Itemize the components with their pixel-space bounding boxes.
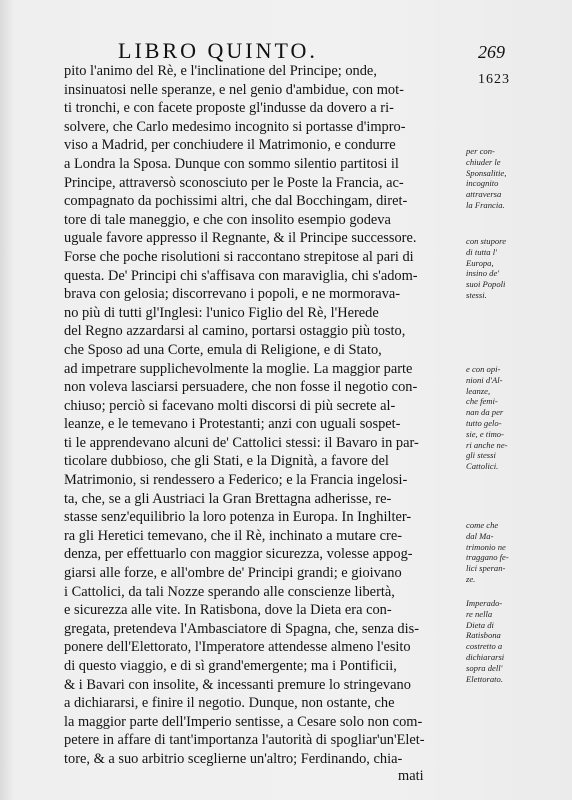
- margin-note-line: come che: [466, 520, 499, 530]
- margin-note-line: dal Ma-: [466, 530, 494, 541]
- text-line: uguale favore appresso il Regnante, & il Principe successore.: [64, 230, 417, 247]
- text-line: Principe, attraversò sconosciuto per le Poste la Francia, ac-: [64, 174, 404, 191]
- text-line: non voleva lasciarsi persuadere, che non fosse il negotio con-: [64, 379, 418, 396]
- text-line: petere in affare di tant'importanza l'autorità di spogliar'un'Elet-: [64, 732, 425, 749]
- margin-note-line: Europa,: [466, 257, 494, 268]
- text-line: denza, per effettuarlo con maggior sicurezza, volesse appog-: [64, 546, 413, 563]
- text-line: leanze, e le temevano i Protestanti; anzi con uguali sospet-: [64, 416, 401, 433]
- text-line: Forse che poche risolutioni si raccontano strepitose al pari di: [64, 248, 414, 265]
- text-line: solvere, che Carlo medesimo incognito si portasse d'impro-: [64, 118, 406, 135]
- margin-note-line: nioni d'Al-: [466, 374, 503, 385]
- margin-note-line: traggano fe-: [466, 552, 509, 563]
- margin-note-line: stessi.: [466, 289, 487, 300]
- text-line: pito l'animo del Rè, e l'inclinatione del Principe; onde,: [64, 63, 377, 79]
- catchword: mati: [398, 768, 424, 784]
- text-line: gregata, pretendeva l'Ambasciatore di Spagna, che, senza dis-: [64, 620, 420, 637]
- text-line: & i Bavari con insolite, & incessanti premure lo stringevano: [64, 676, 411, 693]
- margin-note-line: ze.: [466, 573, 476, 584]
- margin-note-line: e con opi-: [466, 364, 501, 374]
- margin-note-line: Ratisbona: [466, 630, 501, 641]
- text-line: tore, & a suo arbitrio sceglierne un'altro; Ferdinando, chia-: [64, 750, 403, 767]
- text-line: ti tronchi, e con facete proposte gl'indusse da dovero a ri-: [64, 100, 394, 117]
- margin-note-line: di tutta l': [466, 246, 497, 257]
- text-line: i Cattolici, da tali Nozze sperando alle conscienze libertà,: [64, 583, 395, 600]
- margin-note-line: Dieta di: [466, 619, 494, 630]
- text-line: a dichiararsi, e finire il negotio. Dunque, non ostante, che: [64, 695, 395, 712]
- margin-note-line: ri anche ne-: [466, 439, 508, 450]
- margin-note-line: chiuder le: [466, 156, 501, 167]
- margin-note-line: suoi Popoli: [466, 279, 506, 290]
- text-line: insinuatosi nelle speranze, e nel genio d'ambidue, con mot-: [64, 81, 404, 98]
- margin-note-2: [466, 236, 566, 301]
- margin-note-line: Elettorato.: [466, 673, 503, 684]
- body-text: [64, 62, 462, 769]
- margin-note-line: leanze,: [466, 385, 491, 396]
- margin-note-line: attraversa: [466, 189, 502, 200]
- text-line: viso a Madrid, per conchiudere il Matrimonio, e condurre: [64, 137, 396, 154]
- margin-note-line: nan da per: [466, 407, 504, 418]
- margin-note-line: tutto gelo-: [466, 417, 502, 428]
- margin-note-line: sie, e timo-: [466, 428, 504, 439]
- text-line: ad impetrare supplichevolmente la moglie. La maggior parte: [64, 360, 413, 377]
- text-line: Matrimonio, si rendessero a Federico; e la Francia ingelosi-: [64, 472, 408, 489]
- text-line: brava con gelosia; discorrevano i popoli, e ne mormorava-: [64, 286, 401, 303]
- margin-note-line: trimonio ne: [466, 541, 506, 552]
- margin-note-4: [466, 520, 566, 585]
- margin-note-line: sopra dell': [466, 662, 503, 673]
- text-line: la maggior parte dell'Imperio sentisse, a Cesare solo non com-: [64, 713, 423, 730]
- text-line: ra gli Heretici temevano, che il Rè, inchinato a mutare cre-: [64, 527, 403, 544]
- margin-note-line: re nella: [466, 608, 493, 619]
- margin-note-line: Imperado-: [466, 598, 503, 608]
- text-line: ponere dell'Elettorato, l'Imperatore attendesse almeno l'esito: [64, 639, 411, 656]
- margin-note-1: [466, 146, 566, 211]
- margin-note-line: dichiararsi: [466, 651, 505, 662]
- margin-note-5: [466, 598, 566, 684]
- text-line: stasse senz'equilibrio la loro potenza in Europa. In Inghilter-: [64, 509, 412, 526]
- margin-note-line: insino de': [466, 268, 500, 279]
- text-line: compagnato da pochissimi altri, che dal Bocchingam, diret-: [64, 193, 408, 210]
- page-number: 269: [478, 42, 505, 62]
- margin-note-line: per con-: [466, 146, 495, 156]
- text-line: ti le apprendevano alcuni de' Cattolici stessi: il Bavaro in par-: [64, 434, 419, 451]
- margin-note-line: la Francia.: [466, 199, 505, 210]
- text-line: di questo viaggio, e di sì grand'emergente; ma i Pontificii,: [64, 658, 397, 674]
- margin-note-3: [466, 364, 566, 472]
- text-line: a Londra la Sposa. Dunque con sommo silentio partitosi il: [64, 155, 399, 172]
- text-line: tore di tale maneggio, e che con insolito esempio godeva: [64, 211, 391, 228]
- margin-note-line: costretto a: [466, 641, 503, 652]
- text-line: ticolare dubbioso, che gli Stati, e la Dignità, a favore del: [64, 453, 389, 470]
- margin-note-line: gli stessi: [466, 450, 496, 461]
- margin-note-line: Sponsalitie,: [466, 167, 507, 178]
- margin-note-line: Cattolici.: [466, 461, 499, 472]
- text-line: e sicurezza alle vite. In Ratisbona, dove la Dieta era con-: [64, 602, 392, 619]
- text-line: chiuso; perciò si facevano molti discorsi di più secrete al-: [64, 397, 396, 414]
- margin-note-line: incognito: [466, 178, 499, 189]
- running-head: LIBRO QUINTO.: [118, 38, 318, 63]
- text-line: del Regno azzardarsi al camino, portarsi ostaggio più tosto,: [64, 323, 406, 340]
- text-line: no più di tutti gl'Inglesi: l'unico Figlio del Rè, l'Herede: [64, 304, 379, 321]
- margin-note-line: con stupore: [466, 236, 507, 246]
- text-line: ta, che, se a gli Austriaci la Gran Brettagna adherisse, re-: [64, 490, 392, 507]
- text-line: giarsi alle forze, e all'ombre de' Principi grandi; e gioivano: [64, 565, 402, 582]
- text-line: questa. De' Principi chi s'affisava con maraviglia, chi s'adom-: [64, 267, 418, 284]
- margin-note-line: che femi-: [466, 396, 498, 407]
- margin-year: 1623: [478, 72, 510, 87]
- margin-note-line: lici speran-: [466, 563, 506, 574]
- text-line: che Sposo ad una Corte, emula di Religione, e di Stato,: [64, 341, 382, 358]
